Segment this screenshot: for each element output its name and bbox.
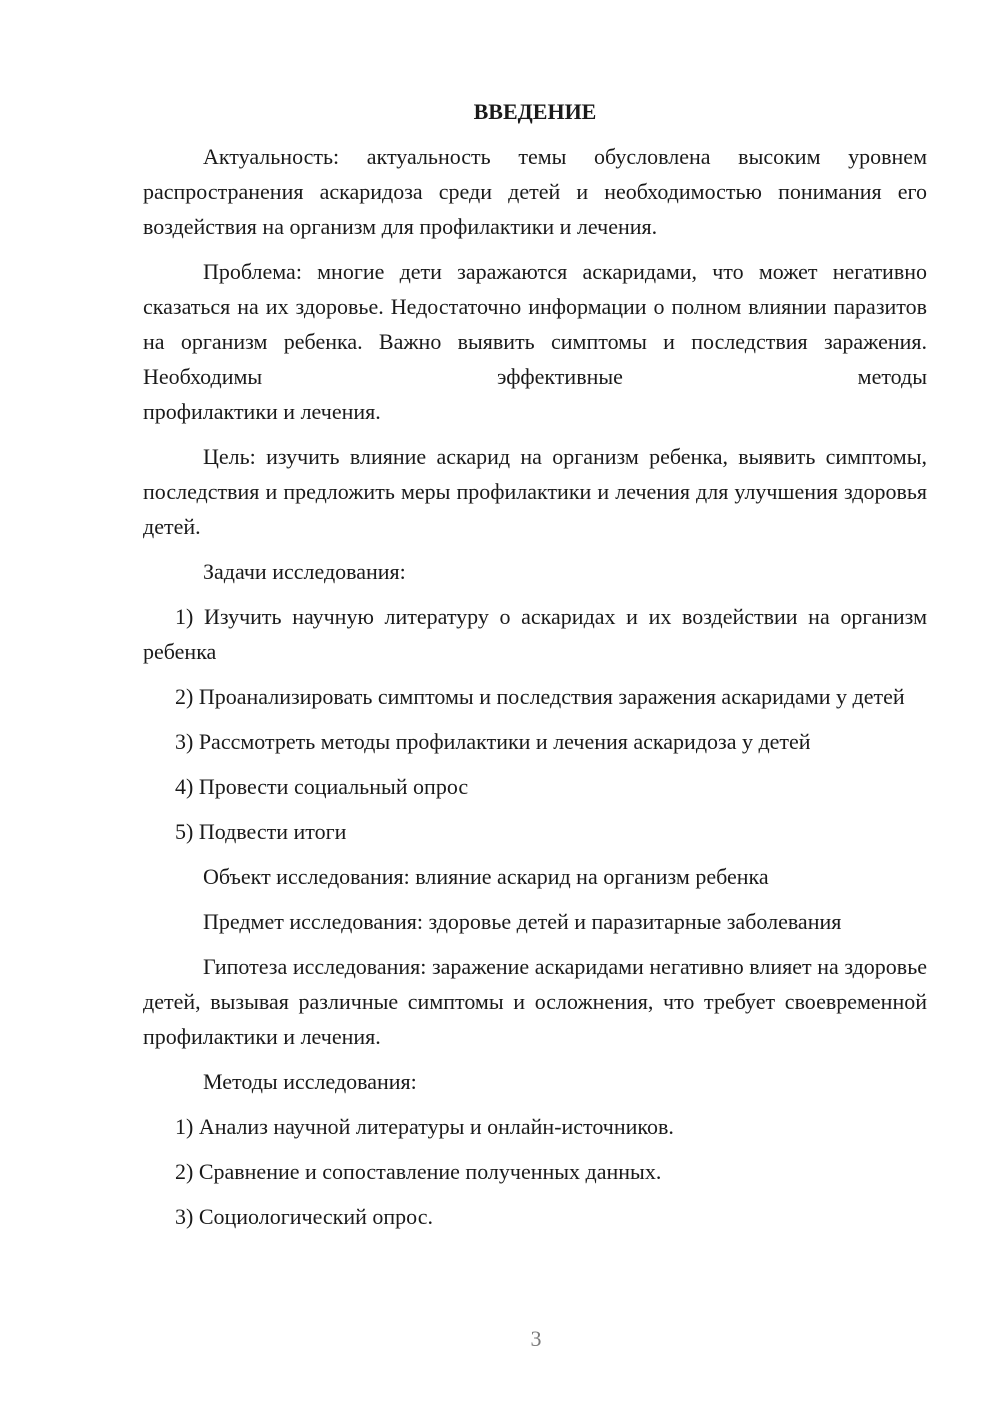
problem-paragraph: Проблема: многие дети заражаются аскаридами, что может негативно сказаться на их здоровье. Недостаточно информации о полном влиянии паразитов на организм ребенка. Важно выявить симптомы и последствия заражения. Необходимы эффективные методы xyxy=(143,259,927,389)
method-item-2: 2) Сравнение и сопоставление полученных данных. xyxy=(175,1159,662,1184)
task-item-1: 1) Изучить научную литературу о аскаридах и их воздействии на организм ребенка xyxy=(143,604,927,664)
relevance-paragraph: Актуальность: актуальность темы обусловлена высоким уровнем распространения аскаридоза среди детей и необходимостью понимания его воздействия на организм для профилактики и лечения. xyxy=(143,144,927,239)
task-item-4: 4) Провести социальный опрос xyxy=(175,774,469,799)
page-number: 3 xyxy=(530,1326,542,1351)
problem-paragraph-tail: профилактики и лечения. xyxy=(143,399,381,424)
method-item-3: 3) Социологический опрос. xyxy=(175,1204,433,1229)
method-item-1: 1) Анализ научной литературы и онлайн-источников. xyxy=(175,1114,674,1139)
task-item-5: 5) Подвести итоги xyxy=(175,819,347,844)
hypothesis-paragraph: Гипотеза исследования: заражение аскаридами негативно влияет на здоровье детей, вызывая различные симптомы и осложнения, что требует своевременной профилактики и лечения. xyxy=(143,954,927,1049)
tasks-heading: Задачи исследования: xyxy=(203,559,406,584)
methods-heading: Методы исследования: xyxy=(203,1069,417,1094)
subject-line: Предмет исследования: здоровье детей и паразитарные заболевания xyxy=(203,909,842,934)
task-item-2: 2) Проанализировать симптомы и последствия заражения аскаридами у детей xyxy=(175,684,905,709)
object-line: Объект исследования: влияние аскарид на организм ребенка xyxy=(203,864,769,889)
page-title: ВВЕДЕНИЕ xyxy=(473,99,597,124)
document-body xyxy=(143,94,927,1244)
goal-paragraph: Цель: изучить влияние аскарид на организм ребенка, выявить симптомы, последствия и предложить меры профилактики и лечения для улучшения здоровья детей. xyxy=(143,444,927,539)
task-item-3: 3) Рассмотреть методы профилактики и лечения аскаридоза у детей xyxy=(175,729,811,754)
